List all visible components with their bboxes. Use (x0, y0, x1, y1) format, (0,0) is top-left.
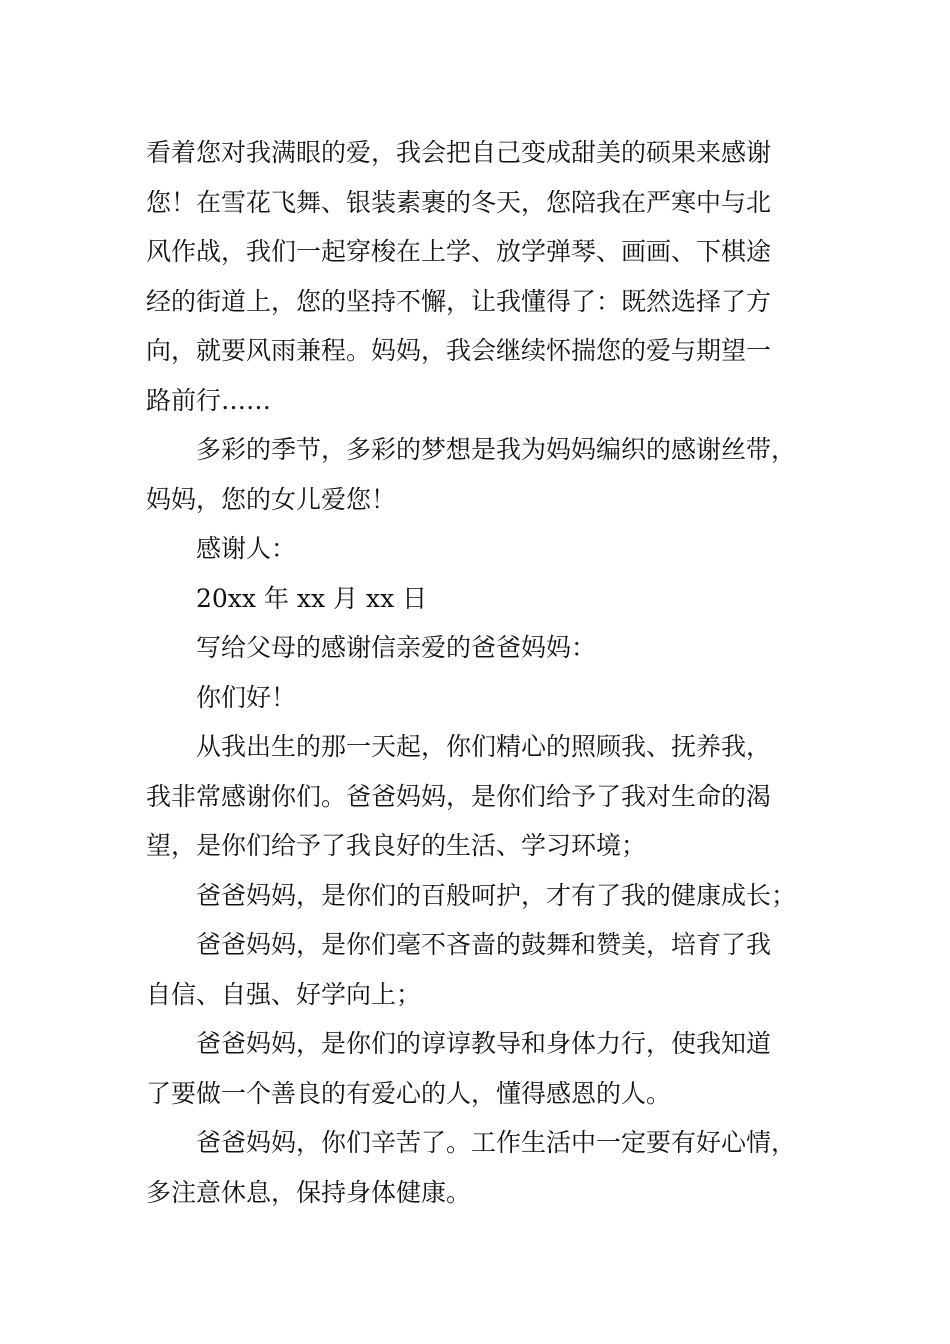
text-line: 爸爸妈妈，是你们的百般呵护，才有了我的健康成长； (196, 880, 797, 910)
letter-body (146, 128, 836, 1217)
text-line: 妈妈，您的女儿爱您！ (146, 484, 397, 514)
text-line: 从我出生的那一天起，你们精心的照顾我、抚养我， (196, 732, 772, 761)
text-line: 看着您对我满眼的爱，我会把自己变成甜美的硕果来感谢 (146, 138, 772, 167)
signature-label: 感谢人： (196, 534, 297, 563)
text-line: 风作战，我们一起穿梭在上学、放学弹琴、画画、下棋途 (146, 237, 772, 266)
text-line: 爸爸妈妈，是你们的谆谆教导和身体力行，使我知道 (196, 1029, 772, 1058)
text-line: 我非常感谢你们。爸爸妈妈，是你们给予了我对生命的渴 (146, 781, 772, 811)
text-line: 向，就要风雨兼程。妈妈，我会继续怀揣您的爱与期望一 (146, 336, 772, 365)
text-line: 自信、自强、好学向上； (146, 979, 422, 1009)
text-line: 多注意休息，保持身体健康。 (146, 1177, 472, 1207)
text-line: 爸爸妈妈，你们辛苦了。工作生活中一定要有好心情， (196, 1128, 797, 1157)
date-line: 20xx 年 xx 月 xx 日 (196, 583, 428, 613)
text-line: 经的街道上，您的坚持不懈，让我懂得了：既然选择了方 (146, 286, 772, 316)
text-line: 路前行…… (146, 385, 272, 415)
text-line: 了要做一个善良的有爱心的人，懂得感恩的人。 (146, 1078, 672, 1108)
text-line: 爸爸妈妈，是你们毫不吝啬的鼓舞和赞美，培育了我 (196, 930, 772, 959)
text-line: 望，是你们给予了我良好的生活、学习环境； (146, 831, 647, 860)
text-line: 您！在雪花飞舞、银装素裹的冬天，您陪我在严寒中与北 (146, 187, 772, 217)
letter-title: 写给父母的感谢信亲爱的爸爸妈妈： (196, 633, 597, 662)
text-line: 多彩的季节，多彩的梦想是我为妈妈编织的感谢丝带， (196, 435, 797, 464)
greeting: 你们好！ (196, 682, 297, 712)
